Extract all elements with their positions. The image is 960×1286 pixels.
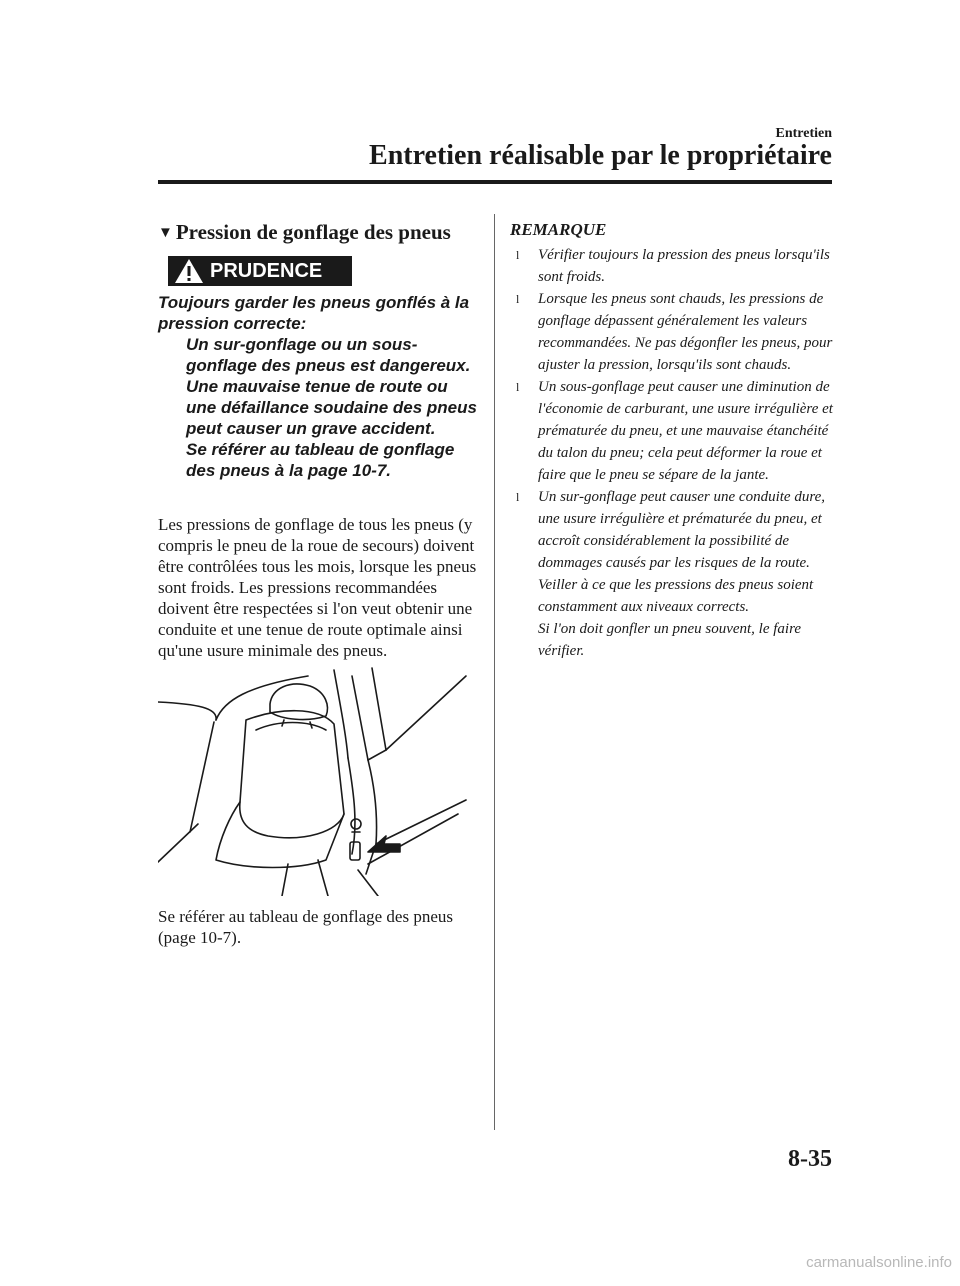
header-rule: [158, 180, 832, 184]
remarque-list: [510, 244, 834, 662]
page-number: 8-35: [788, 1146, 832, 1172]
remarque-extra-1: Veiller à ce que les pressions des pneus soient constamment aux niveaux corrects.: [538, 577, 814, 615]
door-label-illustration: [158, 664, 468, 896]
body-paragraph: Les pressions de gonflage de tous les pneus (y compris le pneu de la roue de secours) doivent être contrôlées tous les mois, lorsque les pneus sont froids. Les pressions recommandées doivent être respectées si l'on veut obtenir une conduite et une tenue de route optimale ainsi qu'une usure minimale des pneus.: [158, 515, 477, 660]
warning-triangle-icon: [174, 258, 204, 284]
section-heading: [158, 220, 451, 245]
caution-body: Un sur-gonflage ou un sous-gonflage des pneus est dangereux. Une mauvaise tenue de route ou une défaillance soudaine des pneus peut causer un grave accident.: [186, 335, 477, 438]
bullet-icon: l: [516, 380, 520, 394]
remarque-title: REMARQUE: [510, 220, 607, 239]
bullet-icon: l: [516, 248, 520, 262]
list-item: l Vérifier toujours la pression des pneus lorsqu'ils sont froids.: [510, 244, 834, 288]
caution-reference: Se référer au tableau de gonflage des pneus à la page 10-7.: [186, 440, 455, 480]
section-heading-text: Pression de gonflage des pneus: [175, 220, 451, 244]
header-section: Entretien: [775, 126, 832, 141]
footer-watermark[interactable]: carmanualsonline.info: [806, 1254, 952, 1271]
caution-label: PRUDENCE: [210, 259, 323, 282]
bullet-icon: l: [516, 490, 520, 504]
caution-lead: Toujours garder les pneus gonflés à la pression correcte:: [158, 293, 470, 333]
list-item: l Un sous-gonflage peut causer une diminution de l'économie de carburant, une usure irrégulière et prématurée du pneu, et une mauvaise étanchéité du talon du pneu; cela peut déformer la roue et faire que le pneu se sépare de la jante.: [510, 376, 834, 486]
heading-marker-icon: ▼: [158, 225, 173, 241]
column-divider: [494, 214, 495, 1130]
image-caption: Se référer au tableau de gonflage des pneus (page 10-7).: [158, 907, 454, 947]
caution-label-box: [168, 256, 352, 286]
list-item: l Un sur-gonflage peut causer une conduite dure, une usure irrégulière et prématurée du pneu, et accroît considérablement la possibilité de dommages causés par les risques de la route. Veiller à ce que les pressions des pneus soient constamment aux niveaux corrects. Si l'on doit gonfler un pneu souvent, le faire vérifier.: [510, 486, 834, 662]
remarque-extra-2: Si l'on doit gonfler un pneu souvent, le faire vérifier.: [538, 621, 802, 659]
caution-text: [158, 292, 478, 481]
header-title: Entretien réalisable par le propriétaire: [369, 140, 832, 171]
list-item: l Lorsque les pneus sont chauds, les pressions de gonflage dépassent généralement les valeurs recommandées. Ne pas dégonfler les pneus, pour ajuster la pression, lorsqu'ils sont chauds.: [510, 288, 834, 376]
bullet-icon: l: [516, 292, 520, 306]
